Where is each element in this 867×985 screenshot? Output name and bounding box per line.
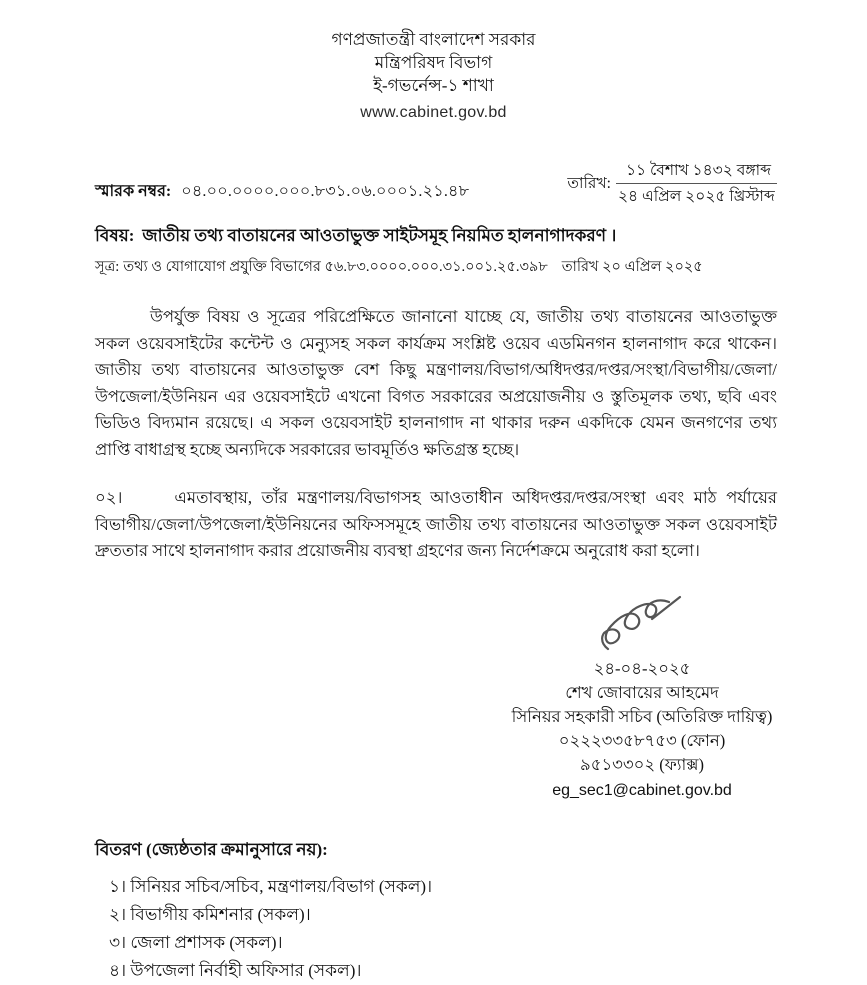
meta-row [95, 160, 777, 207]
subject-text: জাতীয় তথ্য বাতায়নের আওতাভুক্ত সাইটসমূহ নিয়মিত হালনাগাদকরণ । [142, 226, 617, 245]
division-name: মন্ত্রিপরিষদ বিভাগ [374, 53, 493, 72]
government-name: গণপ্রজাতন্ত্রী বাংলাদেশ সরকার [331, 30, 536, 49]
letterhead [0, 0, 867, 124]
subject-label: বিষয়: [95, 226, 135, 245]
memo-line [95, 178, 469, 207]
branch-name: ই-গভর্নেন্স-১ শাখা [373, 76, 494, 95]
distribution-list [95, 873, 777, 985]
distribution-heading: বিতরণ (জ্যেষ্ঠতার ক্রমানুসারে নয়): [95, 839, 328, 859]
subject-line [95, 223, 777, 251]
distribution-item: ২। বিভাগীয় কমিশনার (সকল)। [109, 904, 311, 924]
reference-line [95, 256, 777, 280]
date-gregorian: ২৪ এপ্রিল ২০২৫ খ্রিস্টাব্দ [617, 188, 775, 205]
date-label: তারিখ: [567, 175, 611, 192]
paragraph-2-text: এমতাবস্থায়, তাঁর মন্ত্রণালয়/বিভাগসহ আওতাধীন অধিদপ্তর/দপ্তর/সংস্থা এবং মাঠ পর্যায়ের বিভাগীয়/জেলা/উপজেলা/ইউনিয়নের অফিসসমূহে জাতীয় তথ্য বাতায়নের আওতাভুক্ত সকল ওয়েবসাইট দ্রুততার সাথে হালনাগাদ করার প্রয়োজনীয় ব্যবস্থা গ্রহণের জন্য নির্দেশক্রমে অনুরোধ করা হলো। [95, 488, 777, 560]
body-paragraph-1: উপর্যুক্ত বিষয় ও সূত্রের পরিপ্রেক্ষিতে জানানো যাচ্ছে যে, জাতীয় তথ্য বাতায়নের আওতাভুক্ত সকল ওয়েবসাইটের কন্টেন্ট ও মেন্যুসহ সকল কার্যক্রম সংশ্লিষ্ট ওয়েব এডমিনগন হালনাগাদ করে থাকেন। জাতীয় তথ্য বাতায়নের আওতাভুক্ত বেশ কিছু মন্ত্রণালয়/বিভাগ/অধিদপ্তর/দপ্তর/সংস্থা/বিভাগীয়/জেলা/উপজেলা/ইউনিয়ন এর ওয়েবসাইটে এখনো বিগত সরকারের অপ্রয়োজনীয় ও স্তুতিমূলক তথ্য, ছবি এবং ভিডিও বিদ্যমান রয়েছে। এ সকল ওয়েবসাইট হালনাগাদ না থাকার দরুন একদিকে যেমন জনগণের তথ্য প্রাপ্তি বাধাগ্রস্থ হচ্ছে অন্যদিকে সরকারের ভাবমূর্তিও ক্ষতিগ্রস্ত হচ্ছে। [95, 307, 777, 459]
body-paragraph-2 [95, 485, 777, 565]
memo-number-label: স্মারক নম্বর: [95, 183, 172, 200]
distribution-item: ৩। জেলা প্রশাসক (সকল)। [109, 932, 283, 952]
memo-number-value: ০৪.০০.০০০০.০০০.৮৩১.০৬.০০০১.২১.৪৮ [181, 183, 470, 200]
reference-date: তারিখ ২০ এপ্রিল ২০২৫ [561, 259, 703, 275]
signatory-phone: ০২২২৩৩৫৮৭৫৩ (ফোন) [558, 730, 726, 750]
reference-label: সূত্র: [95, 259, 120, 275]
signatory-name: শেখ জোবায়ের আহমেদ [565, 682, 719, 702]
signatory-designation: সিনিয়র সহকারী সচিব (অতিরিক্ত দায়িত্ব) [511, 706, 773, 726]
signature-date: ২৪-০৪-২০২৫ [593, 658, 691, 678]
date-stack [616, 160, 777, 207]
distribution-section [95, 837, 777, 985]
date-block [567, 160, 777, 207]
distribution-item: ১। সিনিয়র সচিব/সচিব, মন্ত্রণালয়/বিভাগ (সকল)। [109, 876, 433, 896]
website-url: www.cabinet.gov.bd [360, 104, 507, 121]
date-bangla: ১১ বৈশাখ ১৪৩২ বঙ্গাব্দ [616, 160, 777, 184]
paragraph-2-number: ০২। [95, 488, 123, 507]
distribution-item: ৪। উপজেলা নির্বাহী অফিসার (সকল)। [109, 960, 362, 980]
signature-block [472, 593, 812, 803]
reference-text: তথ্য ও যোগাযোগ প্রযুক্তি বিভাগের ৫৬.৮৩.০০০০.০০০.৩১.০০১.২৫.৩৯৮ [123, 259, 548, 275]
signatory-fax: ৯৫১৩৩০২ (ফ্যাক্স) [580, 754, 704, 774]
signature-scribble-icon [472, 593, 812, 655]
signatory-email: eg_sec1@cabinet.gov.bd [552, 781, 732, 799]
